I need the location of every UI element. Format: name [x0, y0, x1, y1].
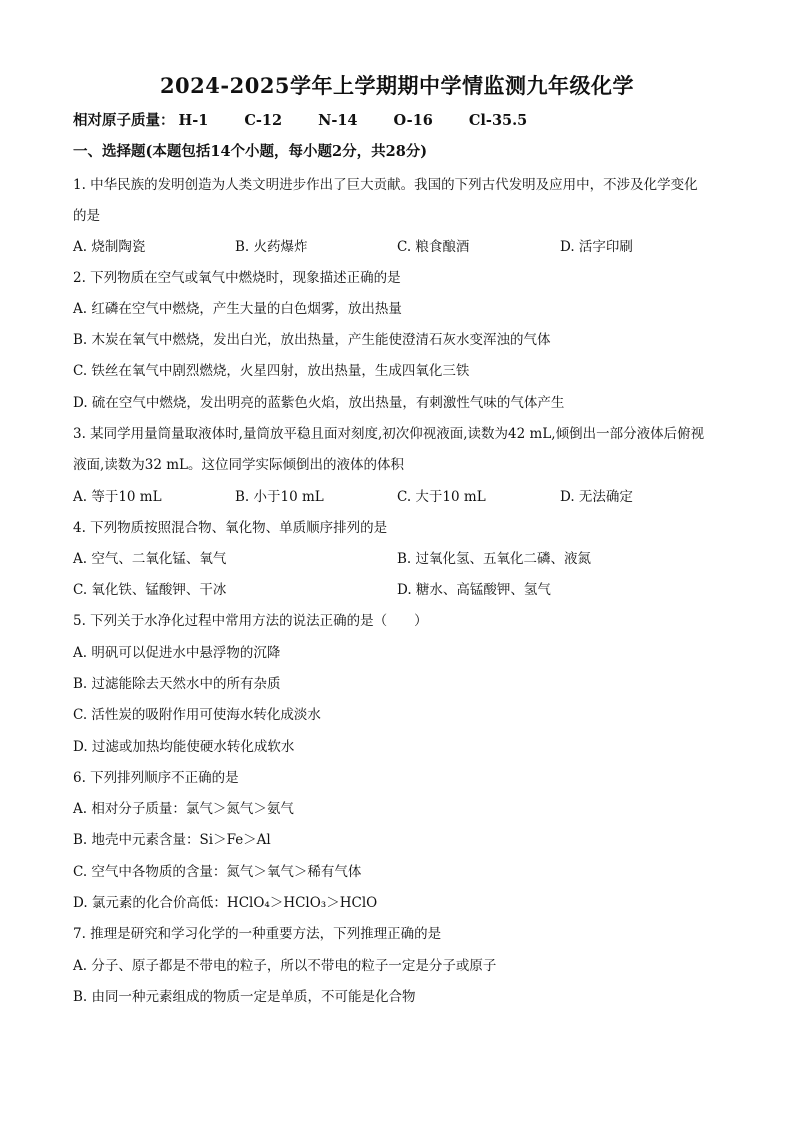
q2-stem: 2. 下列物质在空气或氧气中燃烧时，现象描述正确的是	[73, 270, 401, 286]
q7-stem: 7. 推理是研究和学习化学的一种重要方法，下列推理正确的是	[73, 926, 442, 942]
q3-stem-line2: 液面,读数为32 mL。这位同学实际倾倒出的液体的体积	[73, 457, 405, 473]
q6-option-b[interactable]: B. 地壳中元素含量：Si＞Fe＞Al	[73, 832, 271, 848]
q4-stem: 4. 下列物质按照混合物、氧化物、单质顺序排列的是	[73, 520, 388, 536]
q7-option-b[interactable]: B. 由同一种元素组成的物质一定是单质，不可能是化合物	[73, 989, 416, 1005]
q3-stem-line1: 3. 某同学用量筒量取液体时,量筒放平稳且面对刻度,初次仰视液面,读数为42 mL,倾倒出一部分液体后俯视	[73, 426, 705, 442]
q2-option-a[interactable]: A. 红磷在空气中燃烧，产生大量的白色烟雾，放出热量	[73, 301, 402, 317]
q5-option-c[interactable]: C. 活性炭的吸附作用可使海水转化成淡水	[73, 707, 321, 723]
atomic-mass-c: C-12	[244, 112, 283, 129]
q5-stem: 5. 下列关于水净化过程中常用方法的说法正确的是（ ）	[73, 613, 428, 629]
q3-option-a[interactable]: A. 等于10 mL	[73, 489, 162, 505]
q6-option-c[interactable]: C. 空气中各物质的含量：氮气＞氧气＞稀有气体	[73, 864, 362, 880]
q3-option-b[interactable]: B. 小于10 mL	[235, 489, 324, 505]
q5-option-d[interactable]: D. 过滤或加热均能使硬水转化成软水	[73, 739, 295, 755]
atomic-mass-o: O-16	[393, 112, 433, 129]
q1-option-c[interactable]: C. 粮食酿酒	[397, 239, 470, 255]
q5-option-b[interactable]: B. 过滤能除去天然水中的所有杂质	[73, 676, 281, 692]
exam-title: 2024-2025学年上学期期中学情监测九年级化学	[159, 73, 635, 98]
q2-option-b[interactable]: B. 木炭在氧气中燃烧，发出白光，放出热量，产生能使澄清石灰水变浑浊的气体	[73, 332, 551, 348]
q1-option-b[interactable]: B. 火药爆炸	[235, 239, 308, 255]
q6-option-a[interactable]: A. 相对分子质量：氯气＞氮气＞氨气	[73, 801, 294, 817]
q3-option-d[interactable]: D. 无法确定	[560, 489, 633, 505]
q2-option-d[interactable]: D. 硫在空气中燃烧，发出明亮的蓝紫色火焰，放出热量，有刺激性气味的气体产生	[73, 395, 565, 411]
q4-option-c[interactable]: C. 氧化铁、锰酸钾、干冰	[73, 582, 227, 598]
q6-option-d[interactable]: D. 氯元素的化合价高低：HClO₄＞HClO₃＞HClO	[73, 895, 378, 911]
q7-option-a[interactable]: A. 分子、原子都是不带电的粒子，所以不带电的粒子一定是分子或原子	[73, 958, 497, 974]
atomic-mass-cl: Cl-35.5	[468, 112, 528, 129]
q4-option-b[interactable]: B. 过氧化氢、五氧化二磷、液氮	[397, 551, 592, 567]
q1-option-d[interactable]: D. 活字印刷	[560, 239, 633, 255]
q1-stem-line2: 的是	[73, 208, 100, 224]
q6-stem: 6. 下列排列顺序不正确的是	[73, 770, 239, 786]
q1-option-a[interactable]: A. 烧制陶瓷	[73, 239, 146, 255]
q4-option-d[interactable]: D. 糖水、高锰酸钾、氢气	[397, 582, 551, 598]
section-heading: 一、选择题(本题包括14个小题，每小题2分，共28分)	[73, 143, 428, 160]
q3-option-c[interactable]: C. 大于10 mL	[397, 489, 486, 505]
q1-stem-line1: 1. 中华民族的发明创造为人类文明进步作出了巨大贡献。我国的下列古代发明及应用中，不涉及化学变化	[73, 177, 698, 193]
atomic-mass-h: H-1	[178, 112, 209, 129]
q2-option-c[interactable]: C. 铁丝在氧气中剧烈燃烧，火星四射，放出热量，生成四氧化三铁	[73, 363, 470, 379]
q5-option-a[interactable]: A. 明矾可以促进水中悬浮物的沉降	[73, 645, 281, 661]
q4-option-a[interactable]: A. 空气、二氧化锰、氧气	[73, 551, 227, 567]
atomic-mass-label: 相对原子质量：	[73, 112, 175, 129]
atomic-mass-n: N-14	[318, 112, 358, 129]
atomic-mass-reference	[73, 109, 563, 130]
